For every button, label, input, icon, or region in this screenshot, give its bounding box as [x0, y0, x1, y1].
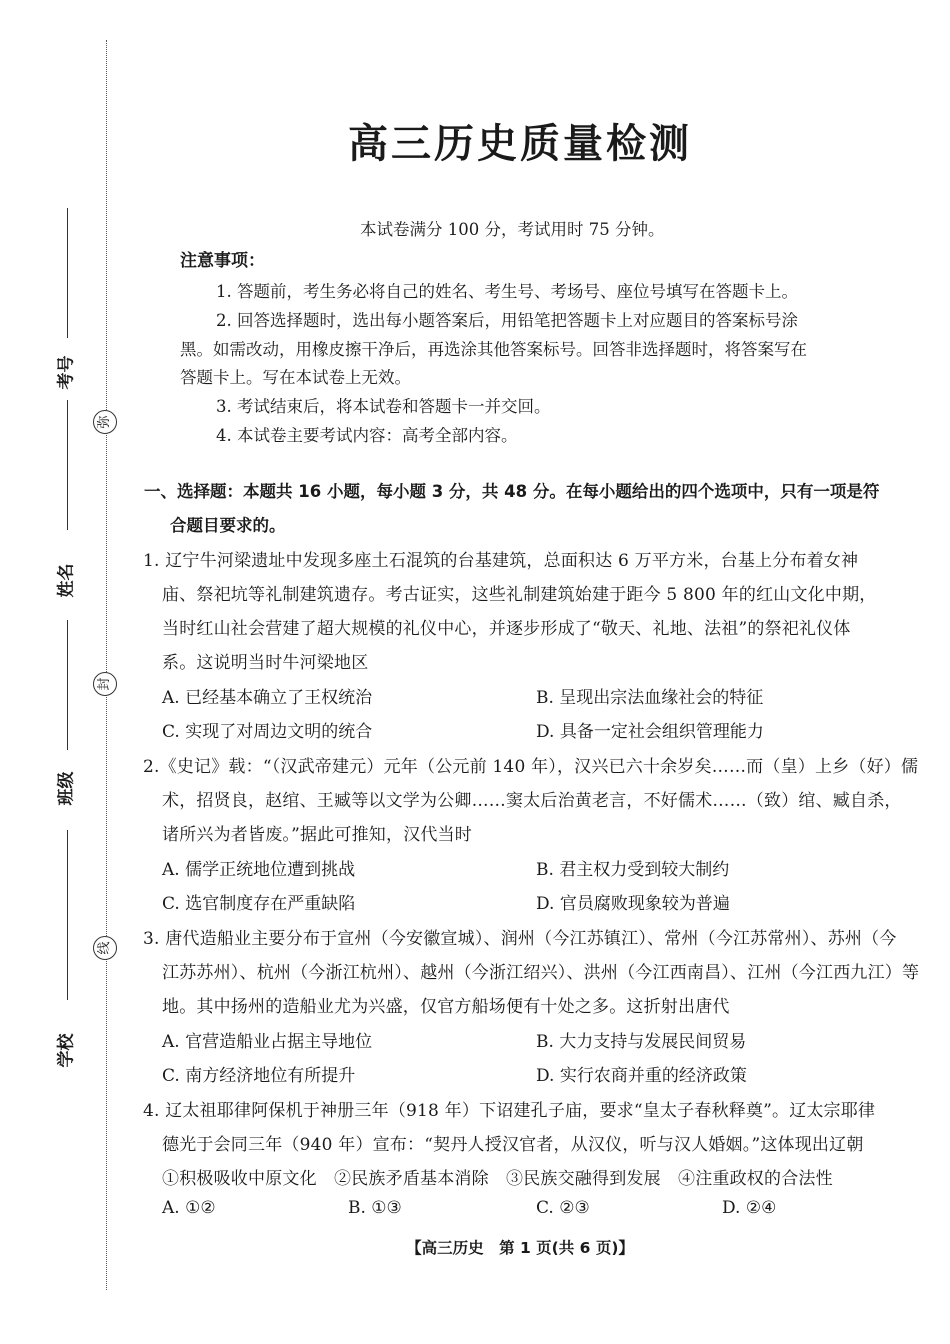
- question-line: 地。其中扬州的造船业尤为兴盛，仅官方船场便有十处之多。这折射出唐代: [162, 997, 730, 1017]
- section-heading: 一、选择题：本题共 16 小题，每小题 3 分，共 48 分。在每小题给出的四个选项中，只有一项是符: [144, 482, 880, 501]
- notice-heading: 注意事项：: [180, 251, 265, 271]
- class-label: 班级: [56, 771, 77, 806]
- name-label: 姓名: [56, 563, 77, 598]
- notice-line-5: 3. 考试结束后，将本试卷和答题卡一并交回。: [216, 397, 551, 416]
- notice-line-2: 2. 回答选择题时，选出每小题答案后，用铅笔把答题卡上对应题目的答案标号涂: [216, 311, 798, 330]
- section-heading-cont: 合题目要求的。: [170, 516, 286, 535]
- question-line: 2.《史记》载：“（汉武帝建元）元年（公元前 140 年），汉兴已六十余岁矣……而（皇）上乡（好）儒: [143, 757, 919, 777]
- notice-line-6: 4. 本试卷主要考试内容：高考全部内容。: [216, 426, 518, 445]
- question-line: 术，招贤良，赵绾、王臧等以文学为公卿……窦太后治黄老言，不好儒术……（致）绾、臧自杀，: [162, 791, 902, 811]
- school-label: 学校: [56, 1033, 77, 1068]
- option-a[interactable]: A. 官营造船业占据主导地位: [162, 1032, 373, 1052]
- page-title: 高三历史质量检测: [348, 121, 692, 167]
- option-a[interactable]: A. 已经基本确立了王权统治: [162, 688, 373, 708]
- option-d[interactable]: D. 具备一定社会组织管理能力: [536, 722, 764, 742]
- question-line: 当时红山社会营建了超大规模的礼仪中心，并逐步形成了“敬天、礼地、法祖”的祭祀礼仪体: [162, 619, 851, 639]
- question-line: 1. 辽宁牛河梁遗址中发现多座土石混筑的台基建筑，总面积达 6 万平方米，台基上分布着女神: [143, 551, 859, 571]
- notice-line-1: 1. 答题前，考生务必将自己的姓名、考生号、考场号、座位号填写在答题卡上。: [216, 282, 798, 301]
- seal-mark-xian: 线: [93, 936, 117, 960]
- option-d[interactable]: D. 实行农商并重的经济政策: [536, 1066, 747, 1086]
- option-c[interactable]: C. 选官制度存在严重缺陷: [162, 894, 356, 914]
- exam-info: 本试卷满分 100 分，考试用时 75 分钟。: [360, 220, 665, 239]
- binding-dotted-line: [106, 40, 107, 1290]
- option-d[interactable]: D. ②④: [722, 1198, 777, 1218]
- question-line: 诸所兴为者皆废。”据此可推知，汉代当时: [162, 825, 472, 845]
- question-line: 江苏苏州）、杭州（今浙江杭州）、越州（今浙江绍兴）、洪州（今江西南昌）、江州（今江西九江）等: [162, 963, 920, 983]
- option-a[interactable]: A. 儒学正统地位遭到挑战: [162, 860, 356, 880]
- option-b[interactable]: B. 大力支持与发展民间贸易: [536, 1032, 747, 1052]
- question-line: 庙、祭祀坑等礼制建筑遗存。考古证实，这些礼制建筑始建于距今 5 800 年的红山文化中期，: [162, 585, 877, 605]
- seal-mark-feng: 封: [93, 672, 117, 696]
- exam-number-line-lower: [67, 400, 68, 530]
- notice-line-4: 答题卡上。写在本试卷上无效。: [180, 368, 411, 387]
- option-c[interactable]: C. 南方经济地位有所提升: [162, 1066, 356, 1086]
- notice-line-3: 黑。如需改动，用橡皮擦干净后，再选涂其他答案标号。回答非选择题时，将答案写在: [180, 340, 807, 359]
- option-c[interactable]: C. ②③: [536, 1198, 590, 1218]
- option-d[interactable]: D. 官员腐败现象较为普遍: [536, 894, 730, 914]
- name-line: [67, 620, 68, 750]
- question-line: 4. 辽太祖耶律阿保机于神册三年（918 年）下诏建孔子庙，要求“皇太子春秋释奠”。辽太宗耶律: [143, 1101, 876, 1121]
- option-a[interactable]: A. ①②: [162, 1198, 216, 1218]
- page-footer: 【高三历史 第 1 页(共 6 页)】: [406, 1239, 634, 1257]
- option-b[interactable]: B. 君主权力受到较大制约: [536, 860, 730, 880]
- option-b[interactable]: B. 呈现出宗法血缘社会的特征: [536, 688, 764, 708]
- question-line: 系。这说明当时牛河梁地区: [162, 653, 369, 673]
- exam-number-label: 考号: [56, 355, 77, 390]
- option-b[interactable]: B. ①③: [348, 1198, 402, 1218]
- seal-mark-mi: 弥: [93, 410, 117, 434]
- exam-number-line: [67, 208, 68, 338]
- option-c[interactable]: C. 实现了对周边文明的统合: [162, 722, 373, 742]
- question-line: 3. 唐代造船业主要分布于宣州（今安徽宣城）、润州（今江苏镇江）、常州（今江苏常州）、苏州（今: [143, 929, 897, 949]
- question-line: 德光于会同三年（940 年）宣布：“契丹人授汉官者，从汉仪，听与汉人婚姻。”这体现出辽朝: [162, 1135, 864, 1155]
- statement-list: ①积极吸收中原文化 ②民族矛盾基本消除 ③民族交融得到发展 ④注重政权的合法性: [162, 1169, 833, 1189]
- class-line: [67, 830, 68, 1000]
